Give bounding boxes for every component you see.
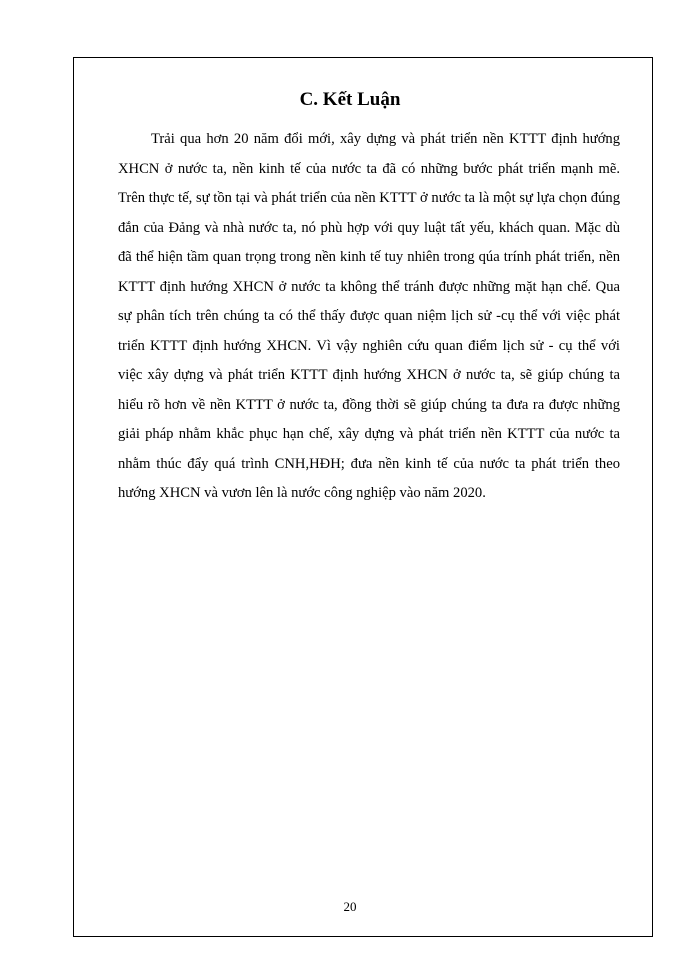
section-heading: C. Kết Luận bbox=[299, 89, 401, 110]
page-number: 20 bbox=[343, 899, 357, 914]
conclusion-paragraph: Trải qua hơn 20 năm đổi mới, xây dựng và phát triển nền KTTT định hướng XHCN ở nước ta, nền kinh tế của nước ta đã có những bước phát triển mạnh mẽ. Trên thực tế, sự tồn tại và phát triển của nền KTTT ở nước ta là một sự lựa chọn đúng đắn của Đảng và nhà nước ta, nó phù hợp với quy luật tất yếu, khách quan. Mặc dù đã thể hiện tầm quan trọng trong nền kinh tế tuy nhiên trong qúa trính phát triển, nền KTTT định hướng XHCN ở nước ta không thể tránh được những mặt hạn chế. Qua sự phân tích trên chúng ta có thể thấy được quan niệm lịch sử -cụ thể với việc phát triển KTTT định hướng XHCN. Vì vậy nghiên cứu quan điểm lịch sử - cụ thể với việc xây dựng và phát triển KTTT định hướng XHCN ở nước ta, sẽ giúp chúng ta hiểu rõ hơn về nền KTTT ở nước ta, đồng thời sẽ giúp chúng ta đưa ra được những giải pháp nhằm khắc phục hạn chế, xây dựng và phát triển nền KTTT của nước ta nhằm thúc đẩy quá trình CNH,HĐH; đưa nền kinh tế của nước ta phát triển theo hướng XHCN và vươn lên là nước công nghiệp vào năm 2020. bbox=[118, 131, 620, 501]
